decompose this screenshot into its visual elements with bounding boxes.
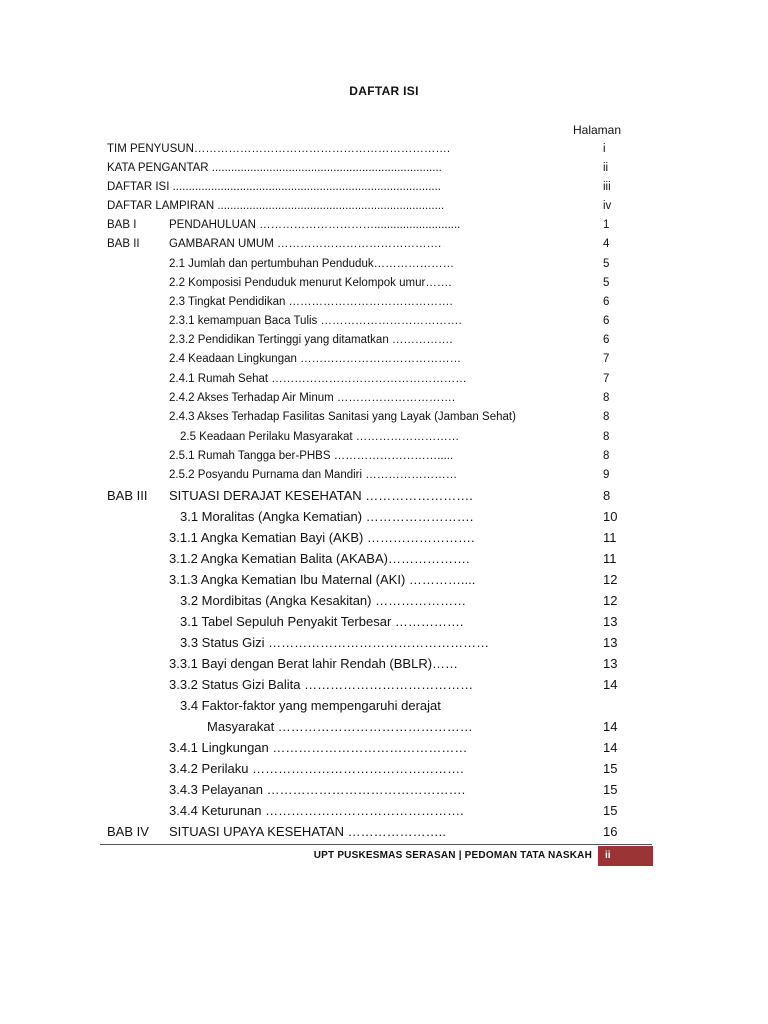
toc-entry (0, 738, 768, 758)
toc-entry (0, 293, 768, 311)
toc-page-number: 13 (603, 656, 618, 671)
toc-entry (0, 696, 768, 716)
toc-entry-title: 2.5.1 Rumah Tangga ber-PHBS ………………………..... (169, 450, 454, 462)
toc-entry-title: 3.1 Moralitas (Angka Kematian) ……………………. (180, 509, 474, 524)
toc-page-number: 8 (603, 392, 610, 404)
toc-entry (0, 507, 768, 527)
toc-entry (0, 447, 768, 465)
toc-chapter-label: BAB II (107, 238, 140, 250)
toc-entry-title: 3.2 Mordibitas (Angka Kesakitan) ………………… (180, 593, 467, 608)
toc-entry (0, 408, 768, 426)
toc-entry-title: 3.4.3 Pelayanan ………………………………………. (169, 782, 466, 797)
toc-entry (0, 350, 768, 368)
toc-entry (0, 612, 768, 632)
toc-chapter-label: BAB IV (107, 824, 149, 839)
toc-entry (0, 675, 768, 695)
toc-entry (0, 159, 768, 177)
toc-entry-title: TIM PENYUSUN…………………………………………………………. (107, 143, 451, 155)
toc-entry (0, 428, 768, 446)
toc-page-number: 7 (603, 373, 610, 385)
toc-entry (0, 591, 768, 611)
toc-page-number: 13 (603, 635, 618, 650)
toc-page-number: ii (603, 162, 609, 174)
toc-entry-title: SITUASI UPAYA KESEHATAN ………………….. (169, 824, 446, 839)
toc-entry (0, 216, 768, 234)
toc-entry (0, 140, 768, 158)
toc-entry-title: SITUASI DERAJAT KESEHATAN ……………………. (169, 488, 473, 503)
toc-entry (0, 633, 768, 653)
toc-entry-title: 2.3 Tingkat Pendidikan ……………………………………. (169, 296, 453, 308)
toc-page-number: iv (603, 200, 612, 212)
toc-page-number: 10 (603, 509, 618, 524)
toc-entry-title: 3.4.1 Lingkungan ……………………………………… (169, 740, 468, 755)
toc-entry-title: PENDAHULUAN …………………………........................... (169, 219, 461, 231)
toc-entry (0, 197, 768, 215)
toc-entry-title: 3.4 Faktor-faktor yang mempengaruhi derajat (180, 698, 441, 713)
toc-entry (0, 312, 768, 330)
toc-entry-title: DAFTAR LAMPIRAN ....................................................................... (107, 200, 445, 212)
toc-entry (0, 370, 768, 388)
toc-entry (0, 822, 768, 842)
toc-chapter-label: BAB III (107, 488, 148, 503)
toc-entry-title: 2.4.3 Akses Terhadap Fasilitas Sanitasi yang Layak (Jamban Sehat) (169, 411, 516, 423)
toc-page-number: 13 (603, 614, 618, 629)
toc-entry (0, 235, 768, 253)
toc-entry-title: 3.3 Status Gizi …………………………………………… (180, 635, 490, 650)
toc-entry (0, 654, 768, 674)
toc-entry-title: DAFTAR ISI .................................................................................... (107, 181, 441, 193)
toc-page-number: 8 (603, 488, 611, 503)
toc-entry (0, 178, 768, 196)
toc-entry (0, 759, 768, 779)
toc-page-number: 12 (603, 593, 618, 608)
toc-entry (0, 255, 768, 273)
toc-page-number: 15 (603, 782, 618, 797)
toc-page-number: 4 (603, 238, 610, 250)
toc-page-number: 8 (603, 431, 610, 443)
toc-entry (0, 801, 768, 821)
toc-page-number: 11 (603, 551, 617, 566)
toc-page-number: 6 (603, 296, 610, 308)
toc-entry-title: 2.3.1 kemampuan Baca Tulis ………………………………. (169, 315, 462, 327)
toc-page-number: 9 (603, 469, 610, 481)
toc-entry (0, 570, 768, 590)
toc-entry-title: 3.1.1 Angka Kematian Bayi (AKB) ……………………. (169, 530, 475, 545)
toc-entry (0, 486, 768, 506)
toc-entry-title: GAMBARAN UMUM ……………………………………. (169, 238, 442, 250)
toc-entry (0, 780, 768, 800)
toc-entry-title: 3.3.2 Status Gizi Balita ………………………………… (169, 677, 474, 692)
toc-page-number: 14 (603, 677, 618, 692)
toc-entry-title: 3.1 Tabel Sepuluh Penyakit Terbesar ……………. (180, 614, 464, 629)
toc-page-number: i (603, 143, 606, 155)
toc-page-number: 15 (603, 761, 618, 776)
toc-entry-title: 2.2 Komposisi Penduduk menurut Kelompok umur……. (169, 277, 452, 289)
toc-entry-title: 2.5 Keadaan Perilaku Masyarakat ……………………… (180, 431, 460, 443)
toc-entry (0, 331, 768, 349)
toc-entry-title: 2.4.1 Rumah Sehat …………………………………………… (169, 373, 467, 385)
toc-entry-title: 3.1.2 Angka Kematian Balita (AKABA)………………. (169, 551, 470, 566)
toc-entry (0, 528, 768, 548)
toc-page-number: 8 (603, 450, 610, 462)
page-column-header: Halaman (573, 123, 622, 137)
toc-page-number: 14 (603, 740, 618, 755)
toc-entry (0, 389, 768, 407)
toc-entry (0, 549, 768, 569)
toc-entry-title: 2.4 Keadaan Lingkungan …………………………………… (169, 353, 462, 365)
footer-divider (100, 844, 652, 845)
toc-entry-title: Masyarakat ……………………………………… (207, 719, 473, 734)
toc-page-number: 12 (603, 572, 618, 587)
toc-entry (0, 717, 768, 737)
toc-page-number: iii (603, 181, 611, 193)
toc-entry-title: 2.1 Jumlah dan pertumbuhan Penduduk………………… (169, 258, 455, 270)
toc-entry (0, 274, 768, 292)
footer-page-number: ii (598, 846, 653, 866)
toc-entry-title: 2.3.2 Pendidikan Tertinggi yang ditamatkan ……………. (169, 334, 453, 346)
page-footer (0, 846, 768, 866)
toc-page-number: 11 (603, 530, 617, 545)
toc-page-number: 5 (603, 277, 610, 289)
toc-page-number: 8 (603, 411, 610, 423)
toc-entry (0, 466, 768, 484)
toc-page-number: 14 (603, 719, 618, 734)
toc-page-number: 5 (603, 258, 610, 270)
toc-page-number: 6 (603, 315, 610, 327)
page-title: DAFTAR ISI (349, 84, 419, 98)
toc-page-number: 1 (603, 219, 610, 231)
toc-entry-title: 3.3.1 Bayi dengan Berat lahir Rendah (BBLR)…… (169, 656, 459, 671)
toc-page-number: 6 (603, 334, 610, 346)
toc-entry-title: 3.1.3 Angka Kematian Ibu Maternal (AKI) ………….... (169, 572, 476, 587)
toc-entry-title: 3.4.2 Perilaku …………………………………………. (169, 761, 464, 776)
toc-entry-title: 3.4.4 Keturunan ………………………………………. (169, 803, 464, 818)
toc-page-number: 15 (603, 803, 618, 818)
toc-page-number: 16 (603, 824, 618, 839)
toc-entry-title: 2.4.2 Akses Terhadap Air Minum …………………………. (169, 392, 456, 404)
toc-entry-title: 2.5.2 Posyandu Purnama dan Mandiri …………………… (169, 469, 458, 481)
toc-page-number: 7 (603, 353, 610, 365)
footer-text: UPT PUSKESMAS SERASAN | PEDOMAN TATA NASKAH (313, 850, 592, 861)
toc-chapter-label: BAB I (107, 219, 137, 231)
toc-entry-title: KATA PENGANTAR ........................................................................ (107, 162, 442, 174)
